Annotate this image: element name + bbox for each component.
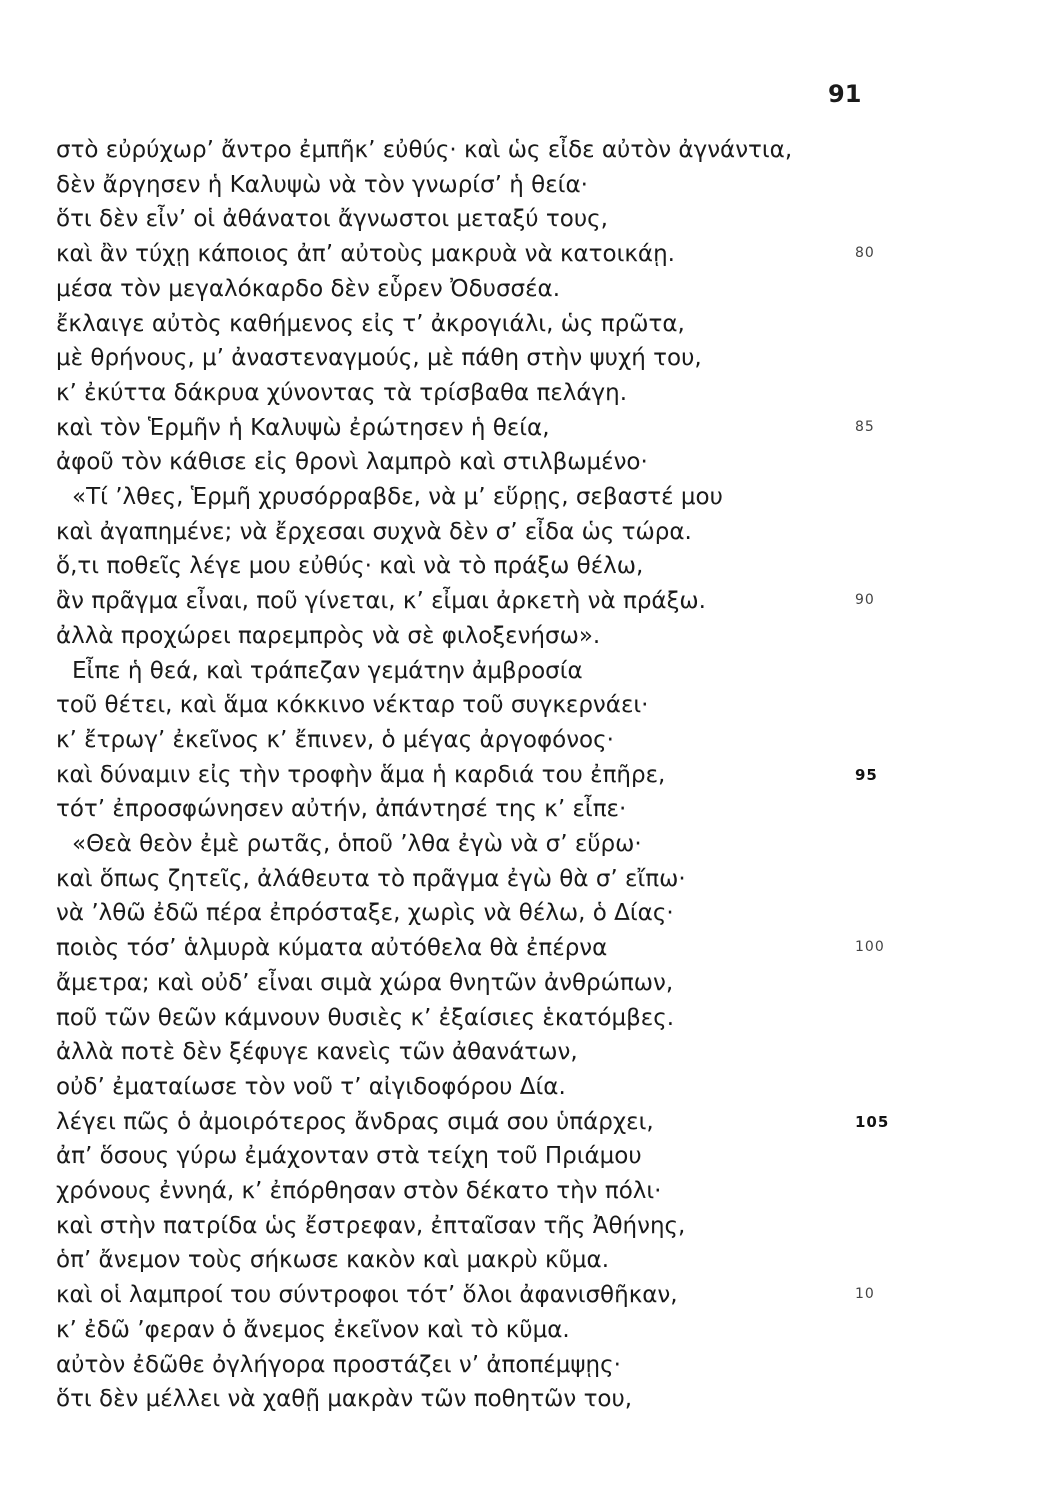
line-number: 85 xyxy=(855,418,875,435)
verse-line-text: καὶ στὴν πατρίδα ὡς ἔστρεφαν, ἐπταῖσαν τῆς Ἀθήνης, xyxy=(56,1212,686,1239)
line-number: 90 xyxy=(855,592,875,609)
verse-line xyxy=(56,202,856,236)
verse-line xyxy=(56,1035,856,1069)
verse-line xyxy=(56,1001,856,1035)
verse-line-text: καὶ ἂν τύχῃ κάποιος ἀπ’ αὐτοὺς μακρυὰ νὰ κατοικάῃ. xyxy=(56,241,675,268)
verse-line-text: καὶ δύναμιν εἰς τὴν τροφὴν ἅμα ἡ καρδιά του ἐπῆρε, xyxy=(56,761,666,788)
verse-line xyxy=(56,619,856,653)
verse-line xyxy=(56,411,856,445)
verse-line-text: ποιὸς τόσ’ ἁλμυρὰ κύματα αὐτόθελα θὰ ἐπέρνα xyxy=(56,935,608,962)
verse-line xyxy=(56,272,856,306)
verse-line-text: ἀπ’ ὅσους γύρω ἐμάχονταν στὰ τείχη τοῦ Πριάμου xyxy=(56,1143,642,1170)
verse-line xyxy=(56,792,856,826)
verse-line xyxy=(56,1070,856,1104)
verse-line-text: ὁπ’ ἄνεμον τοὺς σήκωσε κακὸν καὶ μακρὺ κῦμα. xyxy=(56,1247,610,1274)
line-number: 105 xyxy=(855,1112,890,1131)
verse-line-text: τοῦ θέτει, καὶ ἅμα κόκκινο νέκταρ τοῦ συγκερνάει· xyxy=(56,692,649,719)
verse-line xyxy=(56,584,856,618)
verse-line xyxy=(56,931,856,965)
verse-line-text: ὅτι δὲν εἶν’ οἱ ἀθάνατοι ἄγνωστοι μεταξύ τους, xyxy=(56,206,608,233)
verse-line-text: ἔκλαιγε αὐτὸς καθήμενος εἰς τ’ ἀκρογιάλι, ὡς πρῶτα, xyxy=(56,310,685,337)
verse-line xyxy=(72,654,872,688)
verse-line xyxy=(56,862,856,896)
verse-line xyxy=(56,1313,856,1347)
verse-line-text: ἀλλὰ προχώρει παρεμπρὸς νὰ σὲ φιλοξενήσω». xyxy=(56,622,601,649)
verse-line xyxy=(56,1174,856,1208)
verse-line xyxy=(56,1278,856,1312)
verse-line-text: ποῦ τῶν θεῶν κάμνουν θυσιὲς κ’ ἐξαίσιες ἑκατόμβες. xyxy=(56,1004,675,1031)
verse-line xyxy=(56,549,856,583)
verse-line-text: χρόνους ἐννηά, κ’ ἐπόρθησαν στὸν δέκατο τὴν πόλι· xyxy=(56,1178,662,1204)
verse-line-text: ὅ,τι ποθεῖς λέγε μου εὐθύς· καὶ νὰ τὸ πράξω θέλω, xyxy=(56,553,644,580)
verse-line-text: μὲ θρήνους, μ’ ἀναστεναγμούς, μὲ πάθη στὴν ψυχή του, xyxy=(56,345,702,372)
verse-line-text: καὶ ὅπως ζητεῖς, ἀλάθευτα τὸ πρᾶγμα ἐγὼ θὰ σ’ εἴπω· xyxy=(56,865,686,892)
line-number: 10 xyxy=(855,1286,875,1303)
verse-line xyxy=(56,1382,856,1416)
verse-line-text: νὰ ’λθῶ ἐδῶ πέρα ἐπρόσταξε, χωρὶς νὰ θέλω, ὁ Δίας· xyxy=(56,900,674,927)
verse-line xyxy=(56,237,856,271)
verse-line-text: οὐδ’ ἐματαίωσε τὸν νοῦ τ’ αἰγιδοφόρου Δία. xyxy=(56,1073,566,1100)
verse-line xyxy=(56,168,856,202)
verse-line-text: κ’ ἐδῶ ’φεραν ὁ ἄνεμος ἐκεῖνον καὶ τὸ κῦμα. xyxy=(56,1316,570,1343)
line-number: 80 xyxy=(855,245,875,262)
verse-line xyxy=(56,758,856,792)
verse-line xyxy=(56,307,856,341)
verse-line-text: αὐτὸν ἐδῶθε ὀγλήγορα προστάζει ν’ ἀποπέμψῃς· xyxy=(56,1351,621,1378)
line-number: 95 xyxy=(855,765,878,784)
verse-line xyxy=(56,376,856,410)
verse-line-text: κ’ ἔτρωγ’ ἐκεῖνος κ’ ἔπινεν, ὁ μέγας ἀργοφόνος· xyxy=(56,726,614,753)
verse-line-text: ἄμετρα; καὶ οὐδ’ εἶναι σιμὰ χώρα θνητῶν ἀνθρώπων, xyxy=(56,969,674,996)
verse-line xyxy=(56,1209,856,1243)
line-number: 100 xyxy=(855,939,885,956)
verse-line-text: καὶ οἱ λαμπροί του σύντροφοι τότ’ ὅλοι ἀφανισθῆκαν, xyxy=(56,1282,678,1309)
verse-line-text: ὅτι δὲν μέλλει νὰ χαθῇ μακρὰν τῶν ποθητῶν του, xyxy=(56,1386,633,1413)
verse-line-text: τότ’ ἐπροσφώνησεν αὐτήν, ἀπάντησέ της κ’ εἶπε· xyxy=(56,796,627,823)
verse-line xyxy=(56,1139,856,1173)
verse-line xyxy=(56,515,856,549)
verse-line-text: Εἶπε ἡ θεά, καὶ τράπεζαν γεμάτην ἀμβροσία xyxy=(72,657,583,684)
verse-line xyxy=(56,1243,856,1277)
verse-line-text: στὸ εὐρύχωρ’ ἄντρο ἐμπῆκ’ εὐθύς· καὶ ὡς εἶδε αὐτὸν ἀγνάντια, xyxy=(56,137,793,163)
verse-line xyxy=(56,1105,856,1139)
verse-line xyxy=(56,133,856,167)
verse-line xyxy=(56,896,856,930)
verse-line xyxy=(72,480,872,514)
verse-line-text: λέγει πῶς ὁ ἀμοιρότερος ἄνδρας σιμά σου ὑπάρχει, xyxy=(56,1108,654,1135)
verse-line-text: ἀφοῦ τὸν κάθισε εἰς θρονὶ λαμπρὸ καὶ στιλβωμένο· xyxy=(56,449,648,476)
verse-line xyxy=(72,827,872,861)
verse-line-text: κ’ ἐκύττα δάκρυα χύνοντας τὰ τρίσβαθα πελάγη. xyxy=(56,379,628,406)
verse-line xyxy=(56,341,856,375)
page-number: 91 xyxy=(828,80,862,108)
verse-line-text: «Τί ’λθες, Ἑρμῆ χρυσόρραβδε, νὰ μ’ εὕρῃς, σεβαστέ μου xyxy=(72,484,723,510)
verse-line-text: καὶ ἀγαπημένε; νὰ ἔρχεσαι συχνὰ δὲν σ’ εἶδα ὡς τώρα. xyxy=(56,518,692,545)
verse-line-text: δὲν ἄργησεν ἡ Καλυψὼ νὰ τὸν γνωρίσ’ ἡ θεία· xyxy=(56,171,588,198)
verse-line xyxy=(56,445,856,479)
verse-line-text: ἂν πρᾶγμα εἶναι, ποῦ γίνεται, κ’ εἶμαι ἀρκετὴ νὰ πράξω. xyxy=(56,588,706,615)
verse-line xyxy=(56,723,856,757)
verse-line-text: μέσα τὸν μεγαλόκαρδο δὲν εὗρεν Ὀδυσσέα. xyxy=(56,275,561,302)
verse-line-text: «Θεὰ θεὸν ἐμὲ ρωτᾶς, ὁποῦ ’λθα ἐγὼ νὰ σ’ εὕρω· xyxy=(72,831,642,857)
verse-line xyxy=(56,966,856,1000)
verse-line-text: καὶ τὸν Ἑρμῆν ἡ Καλυψὼ ἐρώτησεν ἡ θεία, xyxy=(56,414,550,441)
verse-line xyxy=(56,1348,856,1382)
verse-line xyxy=(56,688,856,722)
verse-line-text: ἀλλὰ ποτὲ δὲν ξέφυγε κανεὶς τῶν ἀθανάτων, xyxy=(56,1039,578,1066)
